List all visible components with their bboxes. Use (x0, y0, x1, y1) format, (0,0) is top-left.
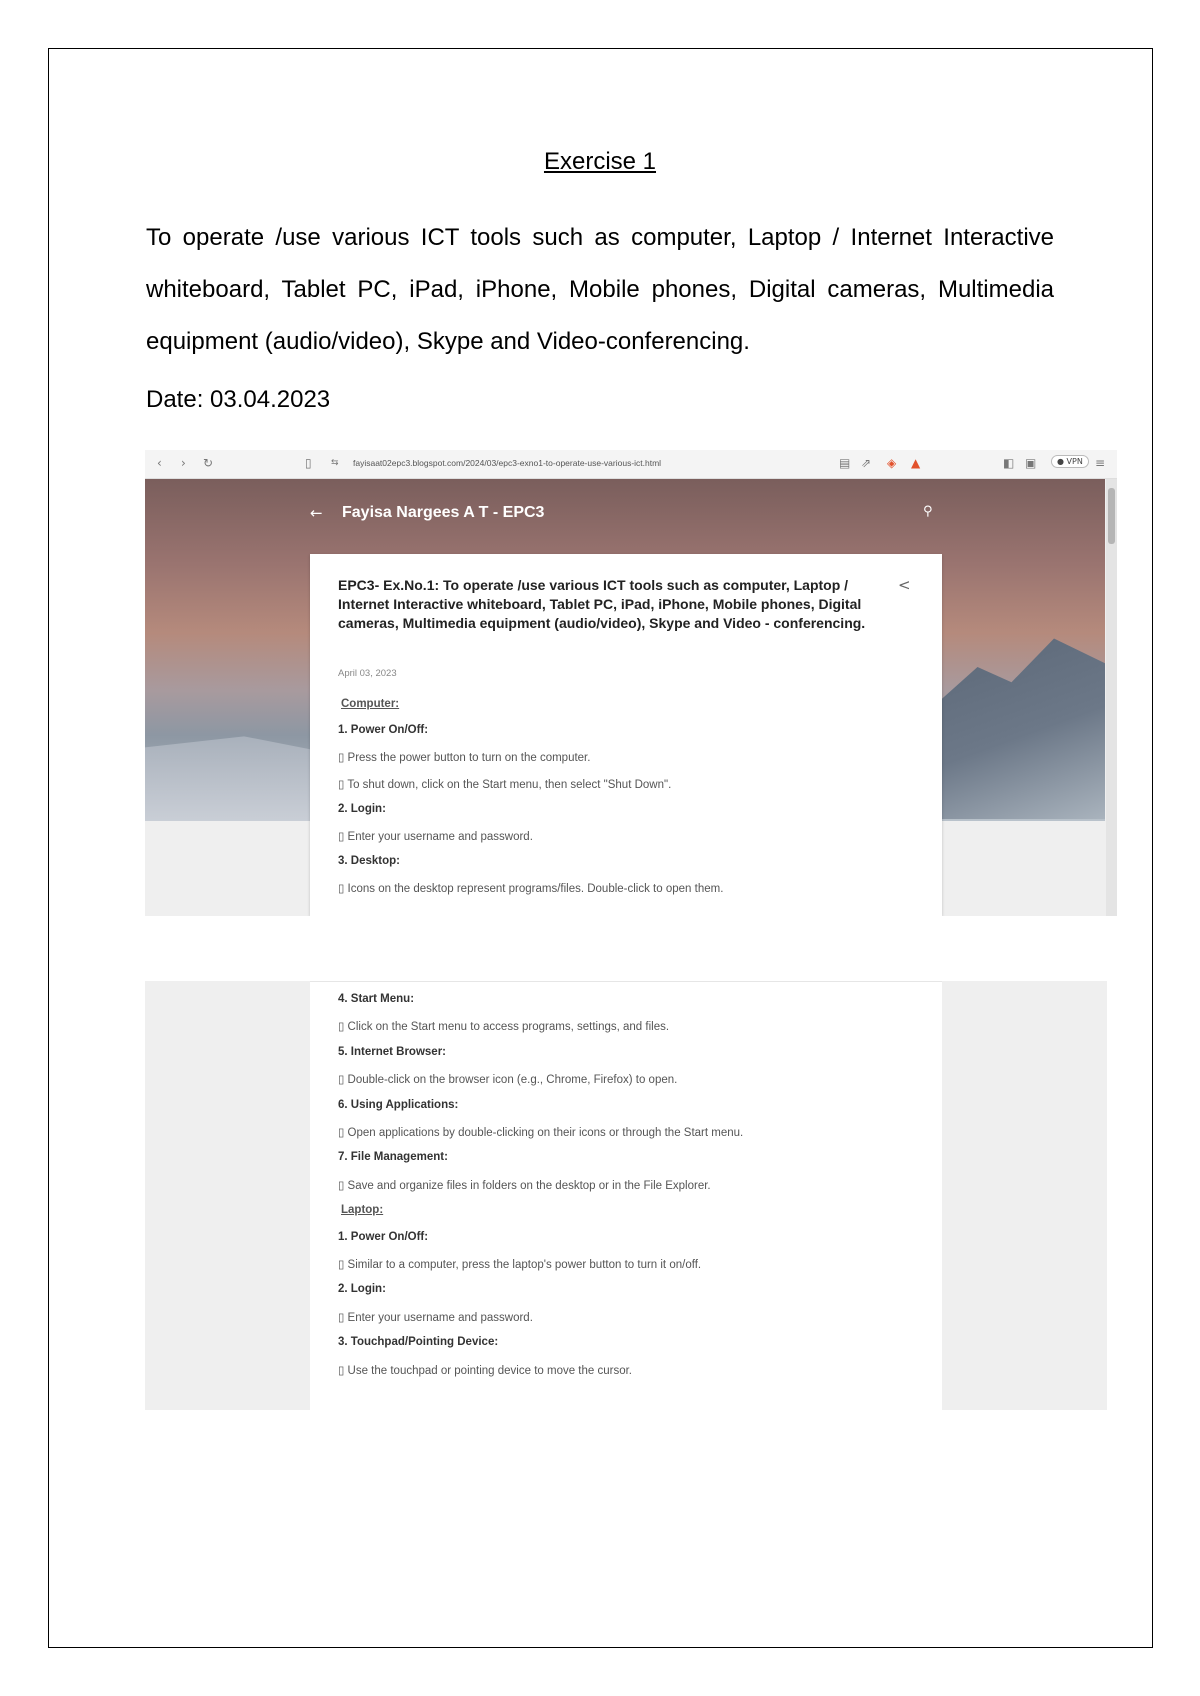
browser-toolbar (145, 450, 1117, 479)
brave-shield-icon[interactable]: ◈ (887, 456, 897, 470)
post-subheading: 7. File Management: (338, 1151, 448, 1164)
post-subheading: Computer: (341, 698, 400, 710)
bookmark-icon[interactable]: ▯ (305, 456, 312, 470)
back-arrow-icon[interactable]: ← (310, 504, 323, 522)
vpn-button[interactable]: ● VPN (1051, 455, 1089, 468)
post-text-line: ▯ Icons on the desktop represent programs/files. Double-click to open them. (338, 883, 724, 896)
post-text-line: ▯ Enter your username and password. (338, 1311, 533, 1324)
reload-icon[interactable]: ↻ (203, 456, 214, 470)
post-subheading: 2. Login: (338, 1283, 386, 1296)
post-text-line: ▯ Click on the Start menu to access programs, settings, and files. (338, 1021, 670, 1034)
post-subheading: Laptop: (341, 1204, 384, 1217)
blog-title[interactable]: Fayisa Nargees A T - EPC3 (342, 504, 545, 521)
post-subheading: 1. Power On/Off: (338, 724, 429, 737)
browser-screenshot-1 (145, 450, 1117, 916)
share-icon[interactable]: < (898, 576, 911, 594)
site-settings-icon[interactable]: ⇆ (331, 458, 339, 468)
menu-icon[interactable]: ≡ (1095, 456, 1106, 470)
post-text-line: ▯ Open applications by double-clicking on their icons or through the Start menu. (338, 1127, 744, 1139)
browser-screenshot-2 (145, 981, 1107, 1410)
sidebar-icon[interactable]: ◧ (1003, 456, 1015, 470)
exercise-title: Exercise 1 (543, 148, 657, 175)
aim-paragraph: To operate /use various ICT tools such as computer, Laptop / Internet Interactive whiteboard, Tablet PC, iPad, iPhone, Mobile phones, Digital cameras, Multimedia equipment (audio/video), Skype and Video-conferencing. (146, 224, 1054, 355)
search-icon[interactable]: ⚲ (923, 504, 933, 519)
post-subheading: 3. Desktop: (338, 855, 400, 868)
exercise-date: Date: 03.04.2023 (146, 386, 331, 413)
post-text-line: ▯ Save and organize files in folders on the desktop or in the File Explorer. (338, 1179, 711, 1192)
post-subheading: 1. Power On/Off: (338, 1230, 429, 1243)
share-page-icon[interactable]: ⇗ (861, 456, 872, 470)
post-subheading: 3. Touchpad/Pointing Device: (338, 1336, 499, 1349)
scrollbar-thumb[interactable] (1108, 488, 1115, 544)
post-date: April 03, 2023 (338, 668, 397, 679)
mountain-graphic (935, 629, 1105, 819)
scrollbar[interactable] (1106, 479, 1117, 916)
post-subheading: 6. Using Applications: (338, 1098, 459, 1111)
post-card (310, 554, 942, 916)
post-subheading: 2. Login: (338, 802, 386, 815)
wallet-icon[interactable]: ▣ (1025, 456, 1037, 470)
forward-arrow-icon[interactable]: › (181, 456, 186, 470)
back-arrow-icon[interactable]: ‹ (157, 456, 162, 470)
post-subheading: 5. Internet Browser: (338, 1045, 446, 1058)
rewards-icon[interactable]: ▲ (911, 456, 921, 470)
post-text-line: ▯ Similar to a computer, press the laptop's power button to turn it on/off. (338, 1259, 702, 1271)
post-text-line: ▯ Press the power button to turn on the computer. (338, 752, 591, 765)
post-title: EPC3- Ex.No.1: To operate /use various ICT tools such as computer, Laptop / Internet Interactive whiteboard, Tablet PC, iPad, iPhone, Mobile phones, Digital cameras, Multimedia equipment (audio/video), Skype and Video - conferencing. (338, 577, 866, 631)
dune-graphic (145, 729, 310, 821)
post-text-line: ▯ Double-click on the browser icon (e.g., Chrome, Firefox) to open. (338, 1074, 678, 1087)
post-card-continued (310, 981, 942, 1410)
post-text-line: ▯ Use the touchpad or pointing device to move the cursor. (338, 1364, 632, 1377)
post-text-line: ▯ Enter your username and password. (338, 831, 533, 843)
post-subheading: 4. Start Menu: (338, 993, 415, 1005)
reader-icon[interactable]: ▤ (839, 456, 851, 470)
post-text-line: ▯ To shut down, click on the Start menu, then select "Shut Down". (338, 778, 672, 791)
address-bar[interactable]: fayisaat02epc3.blogspot.com/2024/03/epc3-exno1-to-operate-use-various-ict.html (353, 458, 662, 468)
